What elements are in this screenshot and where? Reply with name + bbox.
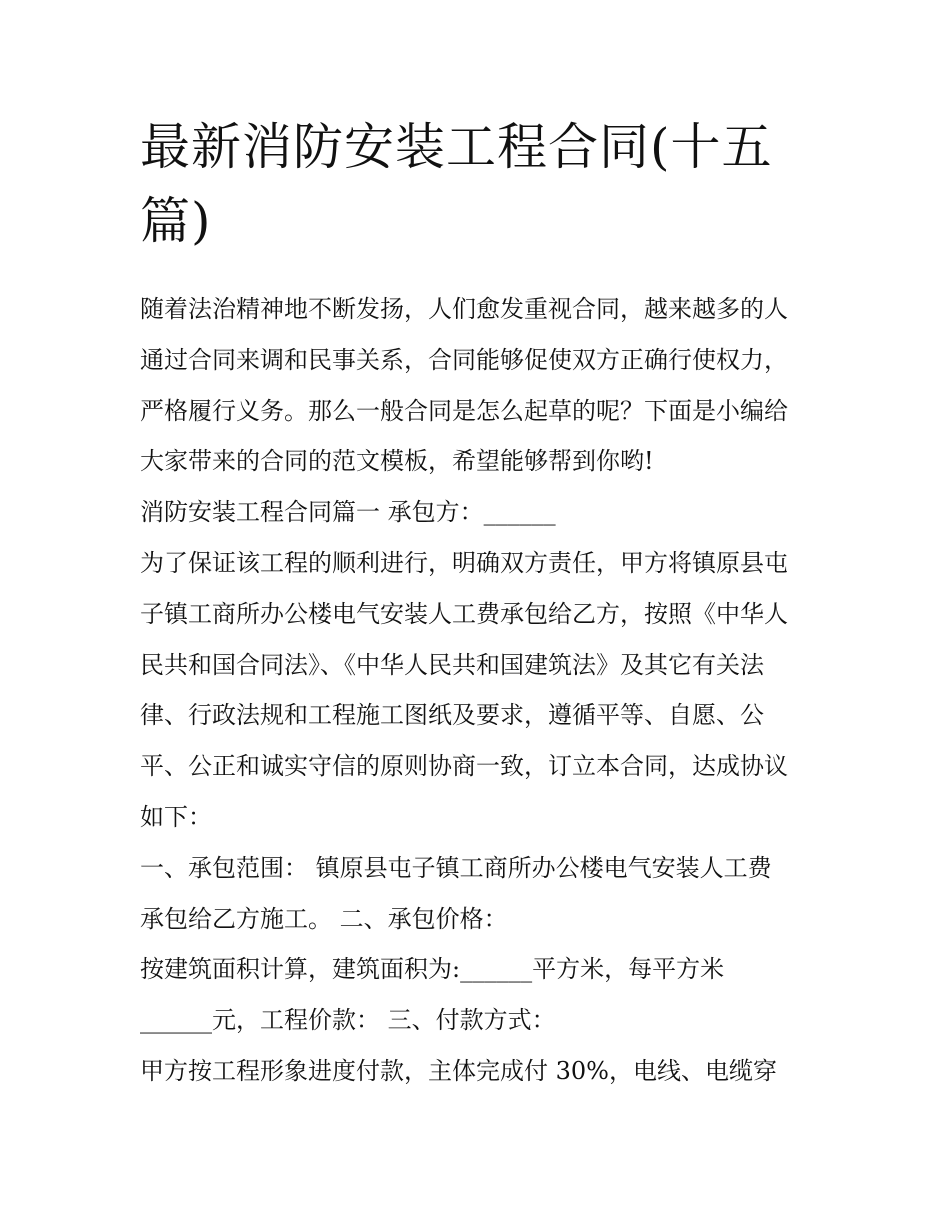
clause-line: ______元，工程价款： 三、付款方式： [140,1006,556,1035]
paragraph-line: 随着法治精神地不断发扬，人们愈发重视合同，越来越多的人 [140,295,788,323]
document-title [140,110,820,258]
clause-line: 承包给乙方施工。 二、承包价格： [140,904,508,933]
clause-line: 一、承包范围： 镇原县屯子镇工商所办公楼电气安装人工费 [140,853,772,882]
clause-line: 甲方按工程形象进度付款，主体完成付 30%，电线、电缆穿 [140,1056,777,1085]
title-line-1: 最新消防安装工程合同(十五 [140,118,773,176]
paragraph-line: 子镇工商所办公楼电气安装人工费承包给乙方，按照《中华人 [140,599,788,628]
section-heading-line: 消防安装工程合同篇一 承包方：______ [140,498,556,527]
clause-line: 按建筑面积计算，建筑面积为:______平方米，每平方米 [140,955,725,984]
paragraph-line: 如下： [140,802,212,831]
paragraph-line: 通过合同来调和民事关系，合同能够促使双方正确行使权力， [140,345,788,374]
paragraph-line: 律、行政法规和工程施工图纸及要求，遵循平等、自愿、公 [140,701,764,730]
document-content [140,110,820,1097]
paragraph-line: 大家带来的合同的范文模板，希望能够帮到你哟! [140,447,654,476]
title-line-2: 篇) [140,192,212,250]
paragraph-line: 民共和国合同法》、《中华人民共和国建筑法》及其它有关法 [140,650,764,679]
paragraph-line: 严格履行义务。那么一般合同是怎么起草的呢？下面是小编给 [140,396,788,425]
paragraph-line: 为了保证该工程的顺利进行，明确双方责任，甲方将镇原县屯 [140,548,788,577]
paragraph-line: 平、公正和诚实守信的原则协商一致，订立本合同，达成协议 [140,752,788,781]
document-body [140,284,820,1097]
